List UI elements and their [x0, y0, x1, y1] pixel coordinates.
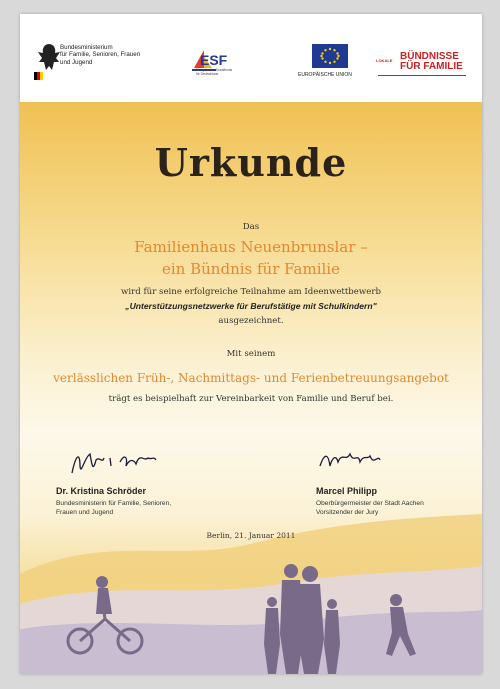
left-role-line: Frauen und Jugend: [56, 509, 114, 516]
esf-sub-line: Europäischer Sozialfonds: [196, 68, 233, 72]
competition-name: „Unterstützungsnetzwerke für Berufstätige mit Schulkindern": [125, 301, 377, 311]
ministry-line: Bundesministerium: [60, 44, 113, 51]
alliance-logo-small: LOKALE: [376, 58, 393, 63]
left-role-line: Bundesministerin für Familie, Senioren,: [56, 500, 172, 507]
handwritten-signatures: [20, 14, 482, 674]
esf-sub-line: für Deutschland: [196, 71, 219, 76]
contribution-text: trägt es beispielhaft zur Vereinbarkeit von Familie und Beruf bei.: [108, 394, 394, 404]
right-signer-name: Marcel Philipp: [316, 486, 378, 496]
left-signer-name: Dr. Kristina Schröder: [56, 486, 147, 496]
intro-text: Das: [242, 222, 260, 232]
left-signer-role: [56, 499, 171, 517]
ministry-line: für Familie, Senioren, Frauen: [60, 51, 141, 59]
right-signer-role: [316, 499, 424, 517]
right-role-line: Vorsitzender der Jury: [316, 509, 379, 516]
offer-text: verlässlichen Früh-, Nachmittags- und Ferienbetreuungsangebot: [53, 371, 449, 385]
reason-text: wird für seine erfolgreiche Teilnahme am Ideenwettbewerb: [121, 287, 381, 297]
date-line: Berlin, 21. Januar 2011: [206, 531, 296, 540]
eu-label: EUROPÄISCHE UNION: [298, 72, 352, 78]
awarded-text: ausgezeichnet.: [218, 316, 284, 326]
alliance-line: BÜNDNISSE: [400, 51, 459, 62]
with-its-text: Mit seinem: [226, 349, 276, 359]
recipient-line-1: Familienhaus Neuenbrunslar –: [134, 238, 368, 256]
ministry-line: und Jugend: [60, 58, 93, 66]
certificate-title: Urkunde: [154, 140, 348, 185]
esf-logo-text: ESF: [200, 52, 228, 68]
certificate-page: [20, 14, 482, 674]
alliance-line: FÜR FAMILIE: [400, 61, 463, 72]
recipient-line-2: ein Bündnis für Familie: [162, 260, 340, 278]
right-role-line: Oberbürgermeister der Stadt Aachen: [316, 500, 424, 507]
